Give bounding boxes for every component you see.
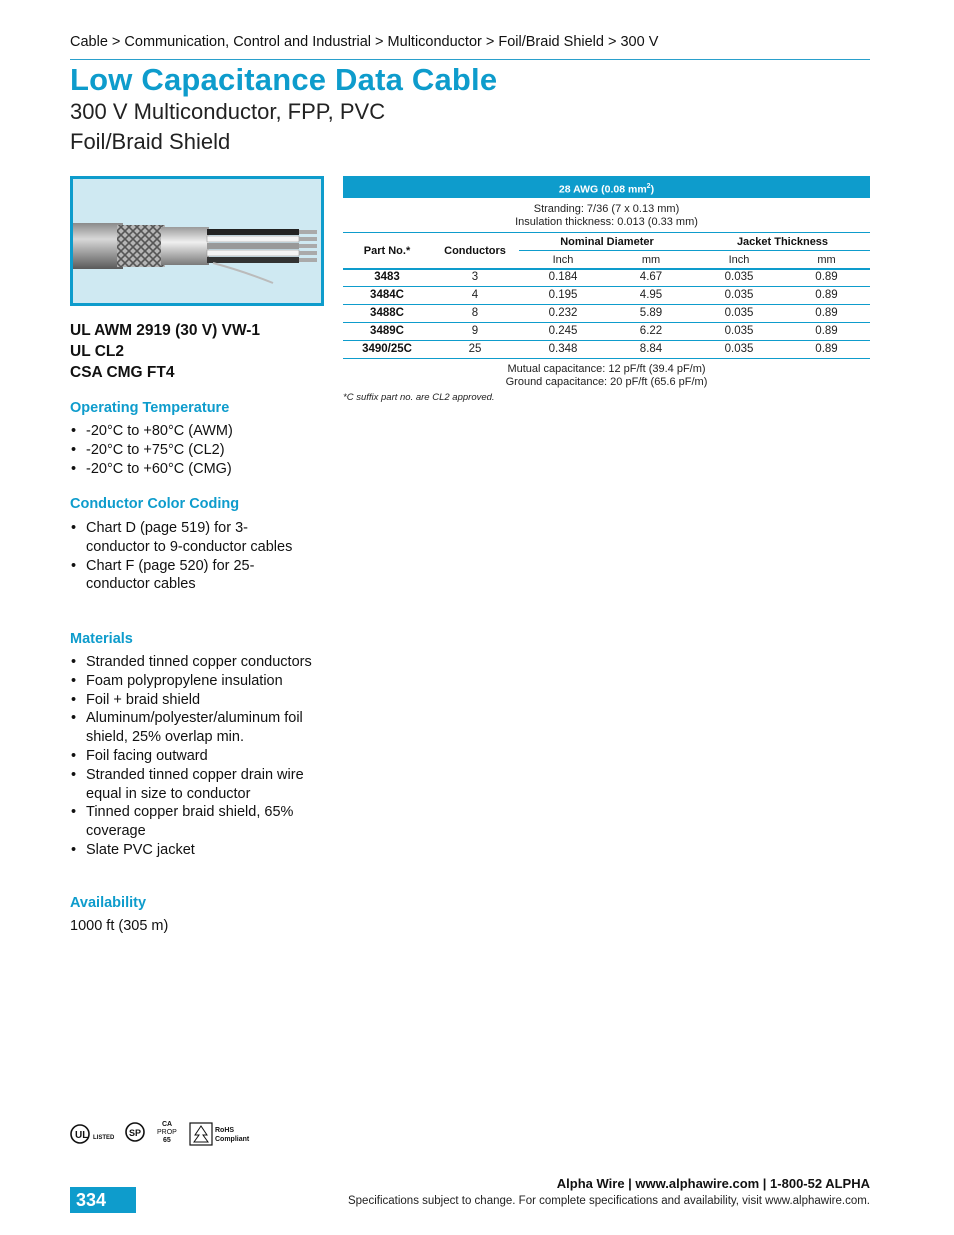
col-header-nominal: Nominal Diameter [560,236,654,248]
list-item: • Stranded tinned copper conductors [70,653,320,672]
materials-sub-text: Aluminum/polyester/aluminum foil shield, 25% overlap min. [86,710,303,746]
cell-part-number: 3490/25C [362,343,412,355]
awg-label: 28 AWG (0.08 mm [558,183,647,196]
list-item-sub [70,766,320,804]
col-header-conductors: Conductors [444,245,506,257]
availability-text: 1000 ft (305 m) [70,918,169,934]
cell-jacket-inch: 0.035 [724,289,754,301]
cell-jacket-inch: 0.035 [724,271,754,283]
cell-nominal-mm: 5.89 [639,307,663,319]
mutual-capacitance: Mutual capacitance: 12 pF/ft (39.4 pF/m) [507,363,706,375]
list-item-sub [70,803,320,841]
rohs-line-2: Compliant [215,1136,250,1143]
cell-jacket-mm: 0.89 [815,343,838,355]
subtitle-line-2: Foil/Braid Shield [70,129,231,154]
cert-ul-cl2: UL CL2 [70,343,124,360]
list-item: • Chart D (page 519) for 3-conductor to 9-conductor cables [70,519,310,557]
prop65-line-2: PROP [157,1129,177,1136]
cell-nominal-mm: 4.95 [639,289,663,301]
list-item-sub [70,709,320,747]
cell-jacket-inch: 0.035 [724,325,754,337]
cell-jacket-mm: 0.89 [815,325,838,337]
insulation-text: Insulation thickness: 0.013 (0.33 mm) [515,216,698,228]
table-row [343,269,870,287]
prop65-line-1: CA [162,1121,173,1128]
certification-logos [70,1118,270,1150]
cert-ul-awm: UL AWM 2919 (30 V) VW-1 [70,322,261,339]
footer-company: Alpha Wire | www.alphawire.com | 1-800-52 ALPHA [556,1176,870,1191]
color-coding-heading: Conductor Color Coding [70,496,240,512]
color-coding-list [70,519,310,594]
cell-part-number: 3489C [370,325,404,337]
breadcrumb-divider [70,59,870,60]
list-item: • -20°C to +80°C (AWM) [70,422,330,441]
page-title: Low Capacitance Data Cable [70,62,498,97]
certifications [70,320,260,383]
cell-nominal-mm: 4.67 [639,271,663,283]
unit-nominal-inch: Inch [552,254,574,266]
table-row [343,305,870,323]
cell-conductors: 4 [471,289,479,301]
cell-nominal-mm: 8.84 [639,343,663,355]
list-item: • -20°C to +60°C (CMG) [70,460,330,479]
svg-text:UL: UL [75,1130,89,1141]
cell-jacket-inch: 0.035 [724,307,754,319]
cell-conductors: 3 [471,271,479,283]
cell-part-number: 3484C [370,289,404,301]
cell-conductors: 8 [471,307,479,319]
list-item: • Slate PVC jacket [70,841,320,860]
list-item: • Foam polypropylene insulation [70,672,320,691]
cell-nominal-inch: 0.184 [548,271,578,283]
materials-sub-text: Foil facing outward [86,747,208,764]
list-item-sub [70,747,320,766]
prop65-line-3: 65 [163,1137,171,1144]
table-row [343,323,870,341]
cell-part-number: 3488C [370,307,404,319]
ground-capacitance: Ground capacitance: 20 pF/ft (65.6 pF/m) [505,376,708,388]
stranding-text: Stranding: 7/36 (7 x 0.13 mm) [533,203,680,215]
rohs-logo [190,1123,250,1145]
footer-note: Specifications subject to change. For complete specifications and availability, visit www.alphawire.com. [347,1195,870,1207]
operating-temperature-heading: Operating Temperature [70,400,230,416]
unit-jacket-mm: mm [817,254,836,266]
materials-sub-text: Tinned copper braid shield, 65% coverage [86,804,294,840]
cell-nominal-inch: 0.232 [548,307,578,319]
cell-nominal-inch: 0.348 [548,343,578,355]
stranding-info [343,203,870,229]
list-item: • -20°C to +75°C (CL2) [70,441,330,460]
list-item: • Chart F (page 520) for 25-conductor cables [70,557,310,595]
cell-jacket-mm: 0.89 [815,289,838,301]
cell-nominal-mm: 6.22 [639,325,663,337]
materials-sub-text: Stranded tinned copper drain wire equal in size to conductor [86,766,304,802]
cell-conductors: 9 [471,325,479,337]
rohs-line-1: RoHS [215,1127,235,1134]
ul-listed-logo [71,1125,115,1143]
logo-strip [70,1118,270,1150]
list-item: • Foil + braid shield [70,691,320,710]
capacitance-info [343,363,870,389]
table-awg-header [343,176,870,198]
unit-nominal-mm: mm [641,254,661,266]
page-number: 334 [70,1187,136,1213]
materials-list [70,653,320,860]
svg-text:SP: SP [129,1128,142,1138]
ul-listed-text: LISTED [93,1135,115,1141]
col-header-jacket: Jacket Thickness [736,236,829,248]
col-header-part: Part No.* [363,245,411,257]
table-divider [519,250,870,251]
operating-temperature-list [70,422,330,478]
unit-jacket-inch: Inch [728,254,750,266]
cert-csa-cmg: CSA CMG FT4 [70,364,175,381]
materials-heading: Materials [70,631,133,647]
table-footnote: *C suffix part no. are CL2 approved. [343,392,495,403]
cell-part-number: 3483 [374,271,400,283]
cable-image [70,176,324,306]
cell-jacket-mm: 0.89 [815,271,838,283]
cell-nominal-inch: 0.245 [548,325,578,337]
awg-superscript: 2 [646,183,651,190]
breadcrumb: Cable > Communication, Control and Industrial > Multiconductor > Foil/Braid Shield > 300 V [70,34,659,50]
csa-logo [126,1123,144,1141]
cell-conductors: 25 [468,343,482,355]
page-subtitle [70,97,385,157]
row-divider [343,358,870,359]
cell-nominal-inch: 0.195 [548,289,578,301]
table-divider [343,232,870,233]
cell-jacket-mm: 0.89 [815,307,838,319]
table-row [343,287,870,305]
awg-label-end: ) [650,183,655,196]
cell-jacket-inch: 0.035 [724,343,754,355]
table-row [343,341,870,359]
cable-illustration [73,179,321,303]
availability-heading: Availability [70,895,147,911]
prop65-logo [157,1121,177,1144]
subtitle-line-1: 300 V Multiconductor, FPP, PVC [70,99,386,124]
